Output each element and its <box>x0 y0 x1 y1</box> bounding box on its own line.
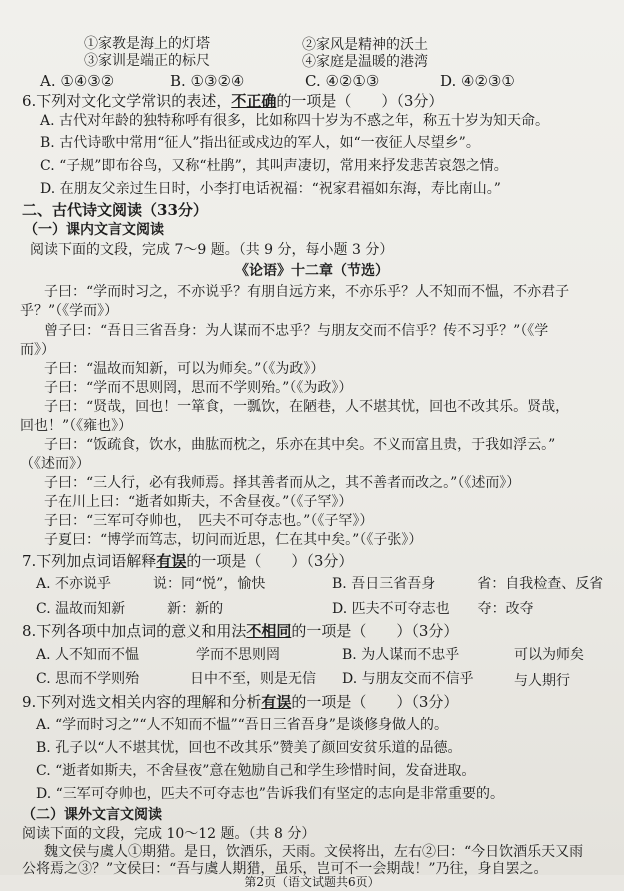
extract-line-2: 公将焉之③？”文侯曰：“吾与虞人期猎，虽乐，岂可不一会期哉！”乃往，身自罢之。 <box>22 861 548 877</box>
q6-stem-key: 不正确 <box>231 92 277 110</box>
q5-row2-b: ④家庭是温暖的港湾 <box>302 54 428 70</box>
q9-option-b: B. 孔子以“人不堪其忧，回也不改其乐”赞美了颜回安贫乐道的品德。 <box>36 740 462 756</box>
passage-line-1a: 子曰：“学而时习之，不亦说乎？有朋自远方来，不亦乐乎？人不知而不愠，不亦君子 <box>44 284 570 300</box>
q5-option-a: A. ①④③② <box>40 72 115 90</box>
q9-stem-key: 有误 <box>261 693 292 711</box>
q8-stem <box>22 622 458 640</box>
passage-line-5a: 子曰：“贤哉，回也！一箪食，一瓢饮，在陋巷，人不堪其忧，回也不改其乐。贤哉， <box>44 399 570 415</box>
q6-option-c: C. “子规”即布谷鸟，又称“杜鹃”，其叫声凄切，常用来抒发悲苦哀怨之情。 <box>40 158 508 174</box>
passage-line-6a: 子曰：“饭疏食，饮水，曲肱而枕之，乐亦在其中矣。不义而富且贵，于我如浮云。” <box>44 437 556 453</box>
q6-option-d: D. 在朋友父亲过生日时，小李打电话祝福：“祝家君福如东海，寿比南山。” <box>40 181 501 197</box>
section2-sub2: （二）课外文言文阅读 <box>22 807 162 823</box>
section2b-intro: 阅读下面的文段，完成 10～12 题。（共 8 分） <box>22 826 316 842</box>
passage-line-4: 子曰：“学而不思则罔，思而不学则殆。”（《为政》） <box>44 380 353 396</box>
q7-option-b: B. 吾日三省吾身 省：自我检查、反省 <box>332 576 604 592</box>
q6-stem-pre: 6.下列对文化文学常识的表述， <box>22 92 232 110</box>
q7-option-a: A. 不亦说乎 说：同“悦”，愉快 <box>36 576 266 592</box>
q5-option-d: D. ④②③① <box>440 72 515 90</box>
q8-stem-key: 不相同 <box>246 622 292 640</box>
passage-line-8: 子在川上曰：“逝者如斯夫，不舍昼夜。”（《子罕》） <box>44 494 353 510</box>
passage-line-5b: 回也！”（《雍也》） <box>20 418 133 434</box>
q9-option-c: C. “逝者如斯夫，不舍昼夜”意在勉励自己和学生珍惜时间，发奋进取。 <box>36 763 476 779</box>
q5-row2-a: ③家训是端正的标尺 <box>84 53 210 69</box>
passage-line-2a: 曾子曰：“吾日三省吾身：为人谋而不忠乎？与朋友交而不信乎？传不习乎？”（《学 <box>44 323 549 339</box>
passage-line-10: 子夏曰：“博学而笃志，切问而近思，仁在其中矣。”（《子张》） <box>44 532 423 548</box>
extract-line-1: 魏文侯与虞人①期猎。是日，饮酒乐，天雨。文侯将出，左右②曰：“今日饮酒乐天又雨 <box>44 844 584 860</box>
passage-line-9: 子曰：“三军可夺帅也， 匹夫不可夺志也。”（《子罕》） <box>44 513 374 529</box>
passage-title: 《论语》十二章（节选） <box>235 263 389 279</box>
q7-stem-key: 有误 <box>156 552 187 570</box>
section2-intro: 阅读下面的文段，完成 7～9 题。（共 9 分，每小题 3 分） <box>30 242 394 258</box>
q6-option-a: A. 古代对年龄的独特称呼有很多，比如称四十岁为不惑之年，称五十岁为知天命。 <box>40 113 550 129</box>
section2-title: 二、古代诗文阅读（33分） <box>22 201 208 219</box>
q8-option-b2: 可以为师矣 <box>514 647 584 663</box>
q9-stem <box>22 693 458 711</box>
passage-line-7: 子曰：“三人行，必有我师焉。择其善者而从之，其不善者而改之。”（《述而》） <box>44 475 521 491</box>
q7-stem <box>22 552 353 570</box>
q5-row1-a: ①家教是海上的灯塔 <box>84 36 210 52</box>
passage-line-6b: （《述而》） <box>20 456 90 472</box>
passage-line-3: 子曰：“温故而知新，可以为师矣。”（《为政》） <box>44 361 325 377</box>
q9-option-a: A. “学而时习之”“人不知而不愠”“吾日三省吾身”是谈修身做人的。 <box>36 717 448 733</box>
q5-option-c: C. ④②①③ <box>305 72 380 90</box>
q7-option-d: D. 匹夫不可夺志也 夺：改夺 <box>332 601 534 617</box>
q6-stem-post: 的一项是（ ）（3分） <box>276 92 444 110</box>
q9-option-d: D. “三军可夺帅也，匹夫不可夺志也”告诉我们有坚定的志向是非常重要的。 <box>36 786 504 802</box>
q8-option-d2: 与人期行 <box>514 673 570 689</box>
q6-stem <box>22 92 443 110</box>
q8-option-c1: C. 思而不学则殆 <box>36 671 140 687</box>
q8-option-b1: B. 为人谋而不忠乎 <box>342 647 460 663</box>
q7-stem-post: 的一项是（ ）（3分） <box>186 552 354 570</box>
q8-stem-post: 的一项是（ ）（3分） <box>291 622 459 640</box>
q7-stem-pre: 7.下列加点词语解释 <box>22 552 157 570</box>
q5-option-b: B. ①③②④ <box>170 72 245 90</box>
q8-option-c2: 日中不至，则是无信 <box>190 671 316 687</box>
q8-stem-pre: 8.下列各项中加点词的意义和用法 <box>22 622 247 640</box>
q8-option-a1: A. 人不知而不愠 <box>36 647 140 663</box>
section2-sub1: （一）课内文言文阅读 <box>24 222 164 238</box>
q5-row1-b: ②家风是精神的沃土 <box>302 37 428 53</box>
q7-option-c: C. 温故而知新 新：新的 <box>36 601 224 617</box>
q6-option-b: B. 古代诗歌中常用“征人”指出征或戍边的军人，如“一夜征人尽望乡”。 <box>40 135 480 151</box>
q8-option-d1: D. 与朋友交而不信乎 <box>342 671 474 687</box>
q9-stem-pre: 9.下列对选文相关内容的理解和分析 <box>22 693 262 711</box>
passage-line-1b: 乎？”（《学而》） <box>20 303 119 319</box>
page-footer: 第2页（语文试题共6页） <box>244 875 380 889</box>
q8-option-a2: 学而不思则罔 <box>196 647 280 663</box>
passage-line-2b: 而》） <box>20 342 55 358</box>
q9-stem-post: 的一项是（ ）（3分） <box>291 693 459 711</box>
